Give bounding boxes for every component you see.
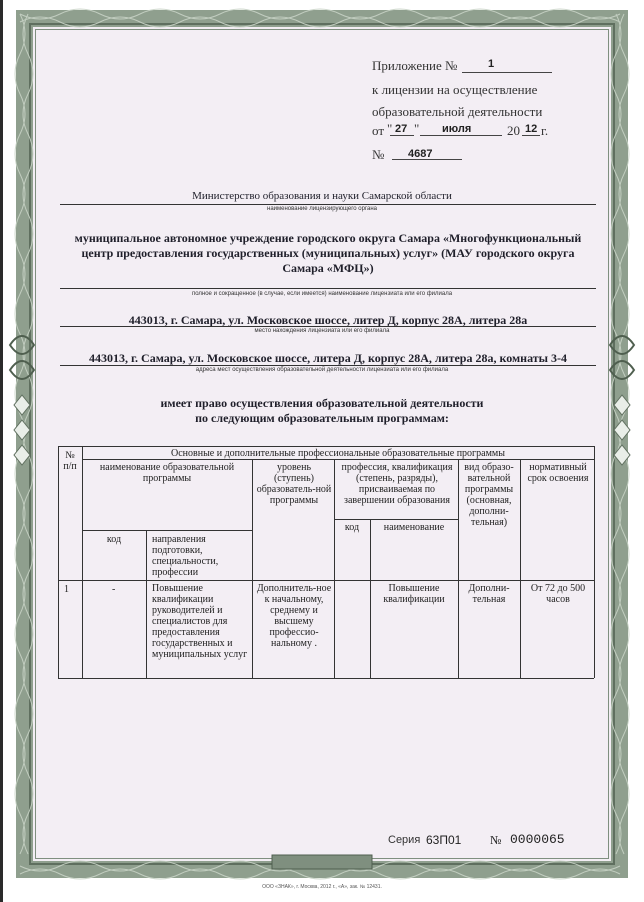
table-qualification-subrule xyxy=(334,519,458,520)
rights-line-1: имеет право осуществления образовательной деятельности xyxy=(160,396,484,410)
row-level: Дополнитель-ное к начальному, среднему и высшему профессио-нальному . xyxy=(256,583,332,649)
col-header-direction: направления подготовки, специальности, профессии xyxy=(152,534,219,578)
col-header-program-name: наименование образовательной программы xyxy=(99,462,235,484)
date-year-suffix: 12 xyxy=(525,123,538,135)
table-border-left xyxy=(58,446,59,678)
table-col-divider-6 xyxy=(458,459,459,678)
col-header-code: код xyxy=(106,534,122,545)
license-number: 4687 xyxy=(408,148,433,160)
row-direction: Повышение квалификации руководителей и специалистов для предоставления государственных и муниципальных услуг xyxy=(152,583,248,660)
table-col-divider-1 xyxy=(82,446,83,678)
table-col-divider-3 xyxy=(252,459,253,678)
table-border-top xyxy=(58,446,594,447)
activity-address-rule xyxy=(60,365,596,366)
col-header-qualification-name: наименование xyxy=(383,522,445,533)
to-license-text: к лицензии на осуществление xyxy=(372,82,538,97)
col-header-qualification-code: код xyxy=(344,522,360,533)
col-header-group: Основные и дополнительные профессиональные образовательные программы xyxy=(171,448,505,459)
date-quote-close: " xyxy=(414,121,420,136)
table-header-bottom xyxy=(58,580,594,581)
date-quote-open: " xyxy=(387,121,393,136)
row-no: 1 xyxy=(64,584,69,595)
issuer-rule xyxy=(60,204,596,205)
table-border-bottom xyxy=(58,678,594,679)
location-rule xyxy=(60,326,596,327)
col-header-term: нормативный срок освоения xyxy=(527,462,589,484)
table-border-right xyxy=(594,446,595,678)
date-from-label: от xyxy=(372,123,385,138)
row-qualification-name: Повышение квалификации xyxy=(383,583,445,605)
rights-line-2: по следующим образовательным программам: xyxy=(195,411,449,425)
row-term: От 72 до 500 часов xyxy=(530,583,586,605)
col-header-no: № п/п xyxy=(63,450,77,472)
row-program-type: Дополни-тельная xyxy=(468,583,510,605)
activity-address-caption: адреса мест осуществления образовательной деятельности лицензиата или его филиала xyxy=(195,367,449,373)
table-program-subrule xyxy=(82,530,252,531)
date-year-mark: г. xyxy=(541,123,549,138)
series-label: Серия xyxy=(388,834,421,846)
licensee-caption: полное и сокращенное (в случае, если имеется) наименование лицензиата или его филиала xyxy=(191,291,453,297)
activity-address: 443013, г. Самара, ул. Московское шоссе, литера Д, корпус 28А, литера 28а, комнаты 3-4 xyxy=(88,351,568,365)
printer-imprint: ООО «ЗНАК», г. Москва, 2012 г., «А», зак. № 12431. xyxy=(262,884,382,890)
date-year-prefix: 20 xyxy=(507,123,520,138)
col-header-qualification: профессия, квалификация (степень, разряды), присваиваемая по завершении образования xyxy=(341,462,453,506)
series-number: 0000065 xyxy=(510,832,565,847)
licensee-rule xyxy=(60,288,596,289)
table-col-divider-7 xyxy=(520,459,521,678)
table-col-divider-5 xyxy=(370,519,371,678)
table-col-divider-4 xyxy=(334,459,335,678)
issuer-caption: наименование лицензирующего органа xyxy=(267,206,377,212)
appendix-number: 1 xyxy=(488,58,495,70)
licensee-name: муниципальное автономное учреждение городского округа Самара «Многофункциональный центр предоставления государственных (муниципальных) услуг» (МАУ городского округа Самара «МФЦ») xyxy=(74,231,582,275)
col-header-level: уровень (ступень) образователь-ной программы xyxy=(256,462,332,506)
date-day: 27 xyxy=(395,123,408,135)
table-col-divider-2 xyxy=(146,530,147,678)
series-value: 63П01 xyxy=(426,833,462,847)
appendix-label: Приложение № xyxy=(372,58,458,73)
series-number-label: № xyxy=(490,833,502,847)
location-address: 443013, г. Самара, ул. Московское шоссе, литер Д, корпус 28А, литера 28а xyxy=(128,313,528,327)
row-code: - xyxy=(112,584,116,595)
issuer-name: Министерство образования и науки Самарской области xyxy=(192,190,452,202)
license-number-label: № xyxy=(372,147,385,162)
table-group-rule xyxy=(82,459,594,460)
activity-text: образовательной деятельности xyxy=(372,104,543,119)
date-month: июля xyxy=(442,123,472,135)
col-header-program-type: вид образо-вательной программы (основная, дополни-тельная) xyxy=(464,462,514,528)
appendix-underline xyxy=(462,58,552,73)
location-caption: место нахождения лицензиата или его филиала xyxy=(254,328,390,334)
